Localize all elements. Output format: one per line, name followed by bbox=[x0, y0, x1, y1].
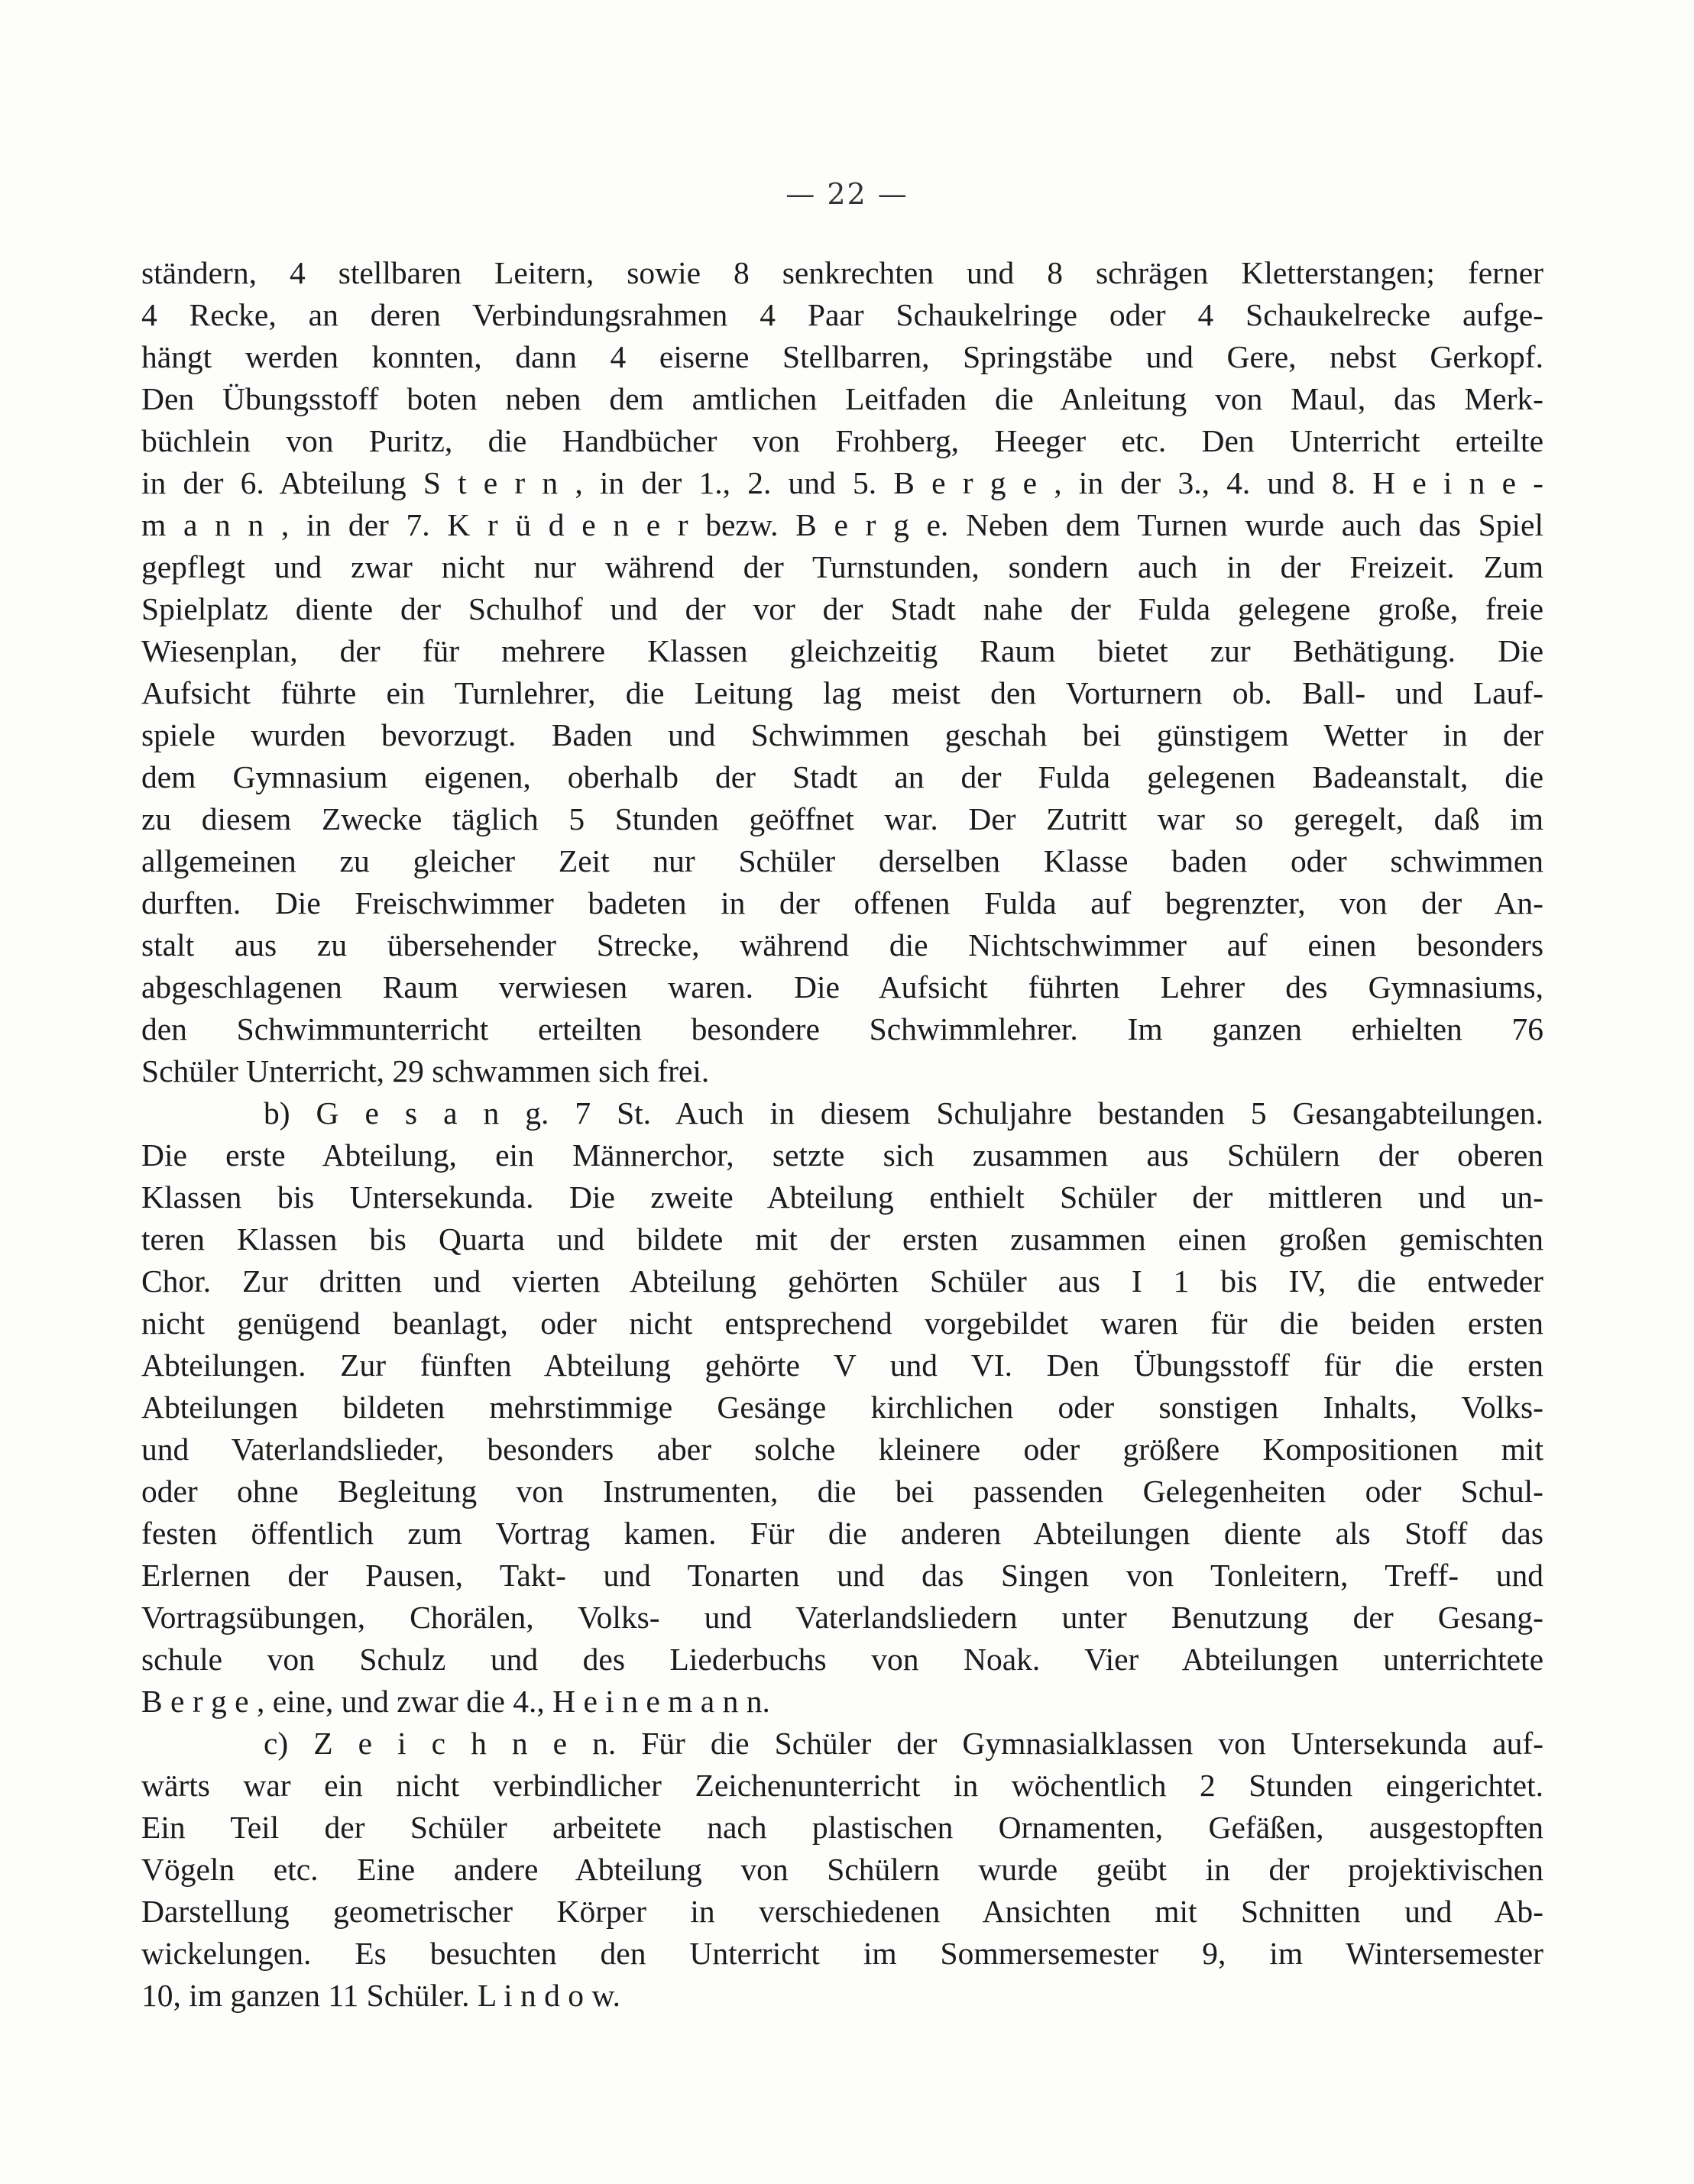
text-line: Abteilungen. Zur fünften Abteilung gehörte V und VI. Den Übungsstoff für die ersten bbox=[141, 1348, 1543, 1383]
text-line: B e r g e , eine, und zwar die 4., H e i n e m a n n. bbox=[141, 1684, 770, 1719]
text-line: Chor. Zur dritten und vierten Abteilung gehörten Schüler aus I 1 bis IV, die entweder bbox=[141, 1263, 1543, 1299]
text-line: Die erste Abteilung, ein Männerchor, setzte sich zusammen aus Schülern der oberen bbox=[141, 1137, 1543, 1173]
text-line: dem Gymnasium eigenen, oberhalb der Stadt an der Fulda gelegenen Badeanstalt, die bbox=[141, 759, 1543, 794]
text-line: durften. Die Freischwimmer badeten in der offenen Fulda auf begrenzter, von der An- bbox=[141, 885, 1543, 921]
text-line: büchlein von Puritz, die Handbücher von Frohberg, Heeger etc. Den Unterricht erteilte bbox=[141, 423, 1543, 458]
text-line: Den Übungsstoff boten neben dem amtlichen Leitfaden die Anleitung von Maul, das Merk- bbox=[141, 381, 1543, 416]
text-line: allgemeinen zu gleicher Zeit nur Schüler derselben Klasse baden oder schwimmen bbox=[141, 843, 1543, 878]
text-line: festen öffentlich zum Vortrag kamen. Für die anderen Abteilungen diente als Stoff das bbox=[141, 1516, 1543, 1551]
text-line: ständern, 4 stellbaren Leitern, sowie 8 senkrechten und 8 schrägen Kletterstangen; ferner bbox=[141, 255, 1543, 290]
text-line: Erlernen der Pausen, Takt- und Tonarten und das Singen von Tonleitern, Treff- und bbox=[141, 1558, 1543, 1593]
text-line: zu diesem Zwecke täglich 5 Stunden geöffnet war. Der Zutritt war so geregelt, daß im bbox=[141, 801, 1543, 836]
text-line: und Vaterlandslieder, besonders aber solche kleinere oder größere Kompositionen mit bbox=[141, 1432, 1543, 1467]
text-line: nicht genügend beanlagt, oder nicht entsprechend vorgebildet waren für die beiden ersten bbox=[141, 1306, 1543, 1341]
text-line: teren Klassen bis Quarta und bildete mit der ersten zusammen einen großen gemischten bbox=[141, 1221, 1543, 1257]
page-number: — 22 — bbox=[785, 177, 909, 211]
text-line: m a n n , in der 7. K r ü d e n e r bezw. B e r g e. Neben dem Turnen wurde auch das Spiel bbox=[141, 507, 1543, 542]
body-text bbox=[141, 252, 1543, 2017]
text-line: Wiesenplan, der für mehrere Klassen gleichzeitig Raum bietet zur Bethätigung. Die bbox=[141, 633, 1543, 668]
text-line: in der 6. Abteilung S t e r n , in der 1., 2. und 5. B e r g e , in der 3., 4. und 8. H e i n e - bbox=[141, 465, 1543, 500]
text-line: den Schwimmunterricht erteilten besondere Schwimmlehrer. Im ganzen erhielten 76 bbox=[141, 1011, 1543, 1047]
text-line: 4 Recke, an deren Verbindungsrahmen 4 Paar Schaukelringe oder 4 Schaukelrecke aufge- bbox=[141, 297, 1543, 332]
text-line: schule von Schulz und des Liederbuchs von Noak. Vier Abteilungen unterrichtete bbox=[141, 1642, 1543, 1677]
text-line: stalt aus zu übersehender Strecke, während die Nichtschwimmer auf einen besonders bbox=[141, 927, 1543, 963]
text-line: spiele wurden bevorzugt. Baden und Schwimmen geschah bei günstigem Wetter in der bbox=[141, 717, 1543, 752]
text-line: oder ohne Begleitung von Instrumenten, die bei passenden Gelegenheiten oder Schul- bbox=[141, 1474, 1543, 1509]
text-line: wickelungen. Es besuchten den Unterricht im Sommersemester 9, im Wintersemester bbox=[141, 1936, 1543, 1971]
text-line: Aufsicht führte ein Turnlehrer, die Leitung lag meist den Vorturnern ob. Ball- und Lauf- bbox=[141, 675, 1543, 710]
text-line: Klassen bis Untersekunda. Die zweite Abteilung enthielt Schüler der mittleren und un- bbox=[141, 1179, 1543, 1215]
text-line: Schüler Unterricht, 29 schwammen sich frei. bbox=[141, 1053, 710, 1089]
text-line: gepflegt und zwar nicht nur während der Turnstunden, sondern auch in der Freizeit. Zum bbox=[141, 549, 1543, 584]
text-line: abgeschlagenen Raum verwiesen waren. Die Aufsicht führten Lehrer des Gymnasiums, bbox=[141, 969, 1543, 1005]
section-heading-gesang: b) G e s a n g. 7 St. Auch in diesem Schuljahre bestanden 5 Gesangabteilungen. bbox=[264, 1095, 1543, 1131]
text-line: wärts war ein nicht verbindlicher Zeichenunterricht in wöchentlich 2 Stunden eingerichtet. bbox=[141, 1768, 1543, 1803]
paragraph-turnen bbox=[141, 252, 1543, 1092]
section-heading-zeichnen: c) Z e i c h n e n. Für die Schüler der Gymnasialklassen von Untersekunda auf- bbox=[264, 1726, 1543, 1761]
text-line: Abteilungen bildeten mehrstimmige Gesänge kirchlichen oder sonstigen Inhalts, Volks- bbox=[141, 1390, 1543, 1425]
text-line: Vortragsübungen, Chorälen, Volks- und Vaterlandsliedern unter Benutzung der Gesang- bbox=[141, 1600, 1543, 1635]
text-line: Darstellung geometrischer Körper in verschiedenen Ansichten mit Schnitten und Ab- bbox=[141, 1894, 1543, 1929]
text-line: hängt werden konnten, dann 4 eiserne Stellbarren, Springstäbe und Gere, nebst Gerkopf. bbox=[141, 339, 1543, 374]
text-line: Vögeln etc. Eine andere Abteilung von Schülern wurde geübt in der projektivischen bbox=[141, 1852, 1543, 1887]
paragraph-gesang bbox=[141, 1092, 1543, 1723]
text-line: 10, im ganzen 11 Schüler. L i n d o w. bbox=[141, 1978, 620, 2013]
text-line: Spielplatz diente der Schulhof und der vor der Stadt nahe der Fulda gelegene große, freie bbox=[141, 591, 1543, 626]
text-line: Ein Teil der Schüler arbeitete nach plastischen Ornamenten, Gefäßen, ausgestopften bbox=[141, 1810, 1543, 1845]
paragraph-zeichnen bbox=[141, 1723, 1543, 2017]
